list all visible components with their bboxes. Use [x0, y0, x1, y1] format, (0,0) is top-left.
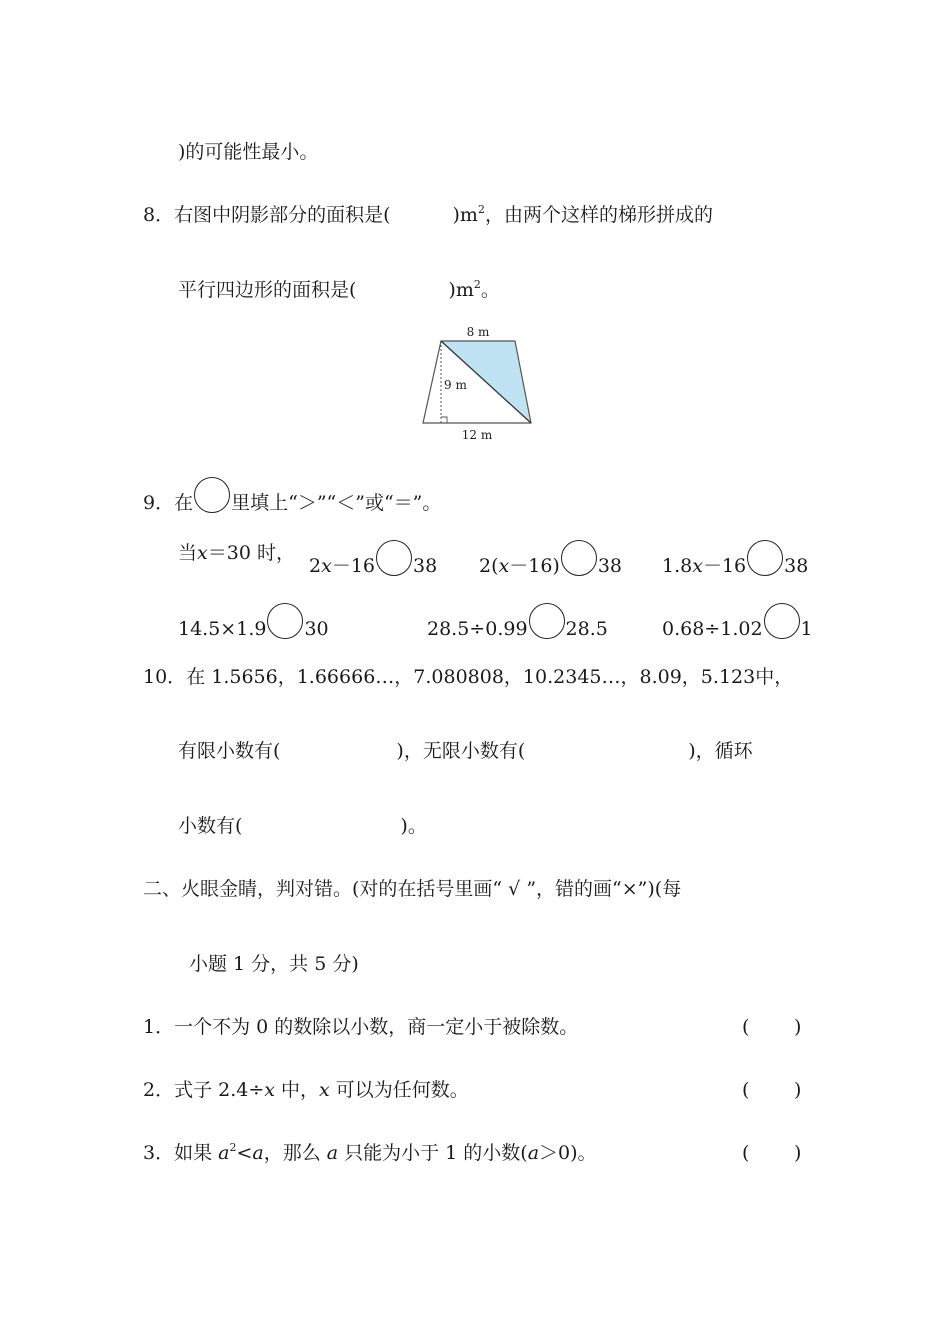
expr-part: 1 — [800, 618, 813, 640]
bottom-label: 12 m — [461, 428, 493, 442]
judge-text: < — [236, 1142, 253, 1164]
q9-prefix-eq: ＝30 时， — [207, 542, 295, 564]
right-angle-mark — [441, 417, 447, 423]
judge-var: x — [264, 1079, 275, 1101]
judge-text: 一个不为 0 的数除以小数，商一定小于被除数。 — [174, 1016, 579, 1038]
judge-var: a — [527, 1142, 540, 1164]
q10-number: 10． — [143, 666, 187, 688]
compare-circle[interactable] — [529, 603, 565, 639]
judge-text: ，那么 — [263, 1142, 327, 1164]
q10-text: )。 — [400, 815, 427, 837]
expr-part: －16 — [331, 555, 375, 577]
q9-var-x: x — [692, 555, 703, 577]
expr-part: 38 — [413, 555, 438, 577]
judge-text: 只能为小于 1 的小数( — [338, 1142, 528, 1164]
q10-text: 有限小数有( — [178, 740, 281, 762]
q8-sup-1: 2 — [477, 203, 485, 216]
q9-intro — [143, 477, 441, 516]
q10-text: )，循环 — [688, 740, 753, 762]
q9-row2-expr1 — [178, 603, 329, 642]
answer-paren-left: ( — [742, 1142, 750, 1164]
judge-number: 3． — [143, 1142, 175, 1164]
expr-part: 28.5÷0.99 — [427, 618, 528, 640]
q9-row1-prefix — [178, 540, 295, 566]
q9-row1-expr3 — [662, 540, 808, 579]
q9-prefix-when: 当 — [178, 542, 198, 564]
expr-part: 28.5 — [565, 618, 608, 640]
judge-number: 2． — [143, 1079, 175, 1101]
judge-var: a — [218, 1142, 230, 1164]
q9-var-x: x — [321, 555, 332, 577]
expr-part: 2( — [479, 555, 499, 577]
judge-number: 1． — [143, 1016, 175, 1038]
expr-part: 14.5×1.9 — [178, 618, 267, 640]
q8-line2 — [178, 277, 500, 303]
expr-part: 2 — [309, 555, 322, 577]
q9-number: 9． — [143, 492, 175, 514]
judge-text: 中， — [275, 1079, 320, 1101]
expr-part: 38 — [784, 555, 809, 577]
judge-var: a — [326, 1142, 339, 1164]
judge-text: 式子 2.4÷ — [174, 1079, 265, 1101]
judge-item-3 — [143, 1140, 597, 1166]
top-label: 8 m — [466, 325, 490, 339]
q8-text-d: 平行四边形的面积是( — [178, 279, 357, 301]
expr-part: 1.8 — [662, 555, 693, 577]
q10-line2 — [178, 738, 753, 764]
q8-line1 — [143, 202, 713, 228]
q9-intro-a: 在 — [174, 492, 194, 514]
height-label: 9 m — [444, 378, 467, 392]
trapezoid-figure — [410, 320, 550, 445]
answer-box-1[interactable] — [752, 1014, 792, 1040]
q10-line1 — [143, 664, 793, 690]
compare-circle[interactable] — [376, 540, 412, 576]
q9-intro-b: 里填上“＞”“＜”或“＝”。 — [231, 492, 442, 514]
answer-paren-left: ( — [742, 1079, 750, 1101]
judge-item-1 — [143, 1014, 578, 1040]
q8-sup-2: 2 — [473, 278, 481, 291]
q7-tail: )的可能性最小。 — [178, 141, 319, 163]
q9-row1-expr1 — [309, 540, 437, 579]
expr-part: 38 — [597, 555, 623, 577]
q8-text-c: ，由两个这样的梯形拼成的 — [484, 204, 713, 226]
compare-circle[interactable] — [747, 540, 783, 576]
compare-circle[interactable] — [764, 603, 800, 639]
q8-number: 8． — [143, 204, 175, 226]
answer-paren-left: ( — [742, 1016, 750, 1038]
judge-text: 如果 — [174, 1142, 219, 1164]
judge-text: 可以为任何数。 — [329, 1079, 469, 1101]
q9-var-x: x — [498, 555, 510, 577]
q10-line3 — [178, 813, 427, 839]
section2-heading: 二、火眼金睛，判对错。(对的在括号里画“ √ ”，错的画“×”)(每 — [143, 878, 682, 900]
q10-text: 在 1.5656，1.66666…，7.080808，10.2345…，8.09，5.123中， — [186, 666, 794, 688]
answer-paren-right: ) — [794, 1016, 802, 1038]
answer-paren-right: ) — [794, 1142, 802, 1164]
expr-part: －16) — [509, 555, 560, 577]
judge-text: ＞0)。 — [539, 1142, 597, 1164]
q10-text: )，无限小数有( — [396, 740, 526, 762]
q9-example-circle — [194, 477, 230, 513]
q9-row1-expr2 — [479, 540, 622, 579]
q9-var-x: x — [197, 542, 208, 564]
q9-row2-expr3 — [662, 603, 813, 642]
q9-row2-expr2 — [427, 603, 608, 642]
q8-text-f: 。 — [480, 279, 500, 301]
q8-text-e: )m — [448, 279, 474, 301]
judge-item-2 — [143, 1077, 469, 1103]
compare-circle[interactable] — [561, 540, 597, 576]
answer-box-3[interactable] — [752, 1140, 792, 1166]
judge-sup: 2 — [229, 1141, 237, 1154]
expr-part: －16 — [702, 555, 747, 577]
judge-var: x — [319, 1079, 330, 1101]
expr-part: 0.68÷1.02 — [662, 618, 763, 640]
answer-paren-right: ) — [794, 1079, 802, 1101]
q8-text-b: )m — [452, 204, 478, 226]
compare-circle[interactable] — [267, 603, 303, 639]
q10-text: 小数有( — [178, 815, 243, 837]
q8-text-a: 右图中阴影部分的面积是( — [174, 204, 391, 226]
answer-box-2[interactable] — [752, 1077, 792, 1103]
expr-part: 30 — [304, 618, 329, 640]
section2-subheading: 小题 1 分，共 5 分) — [189, 953, 359, 975]
judge-var: a — [252, 1142, 264, 1164]
